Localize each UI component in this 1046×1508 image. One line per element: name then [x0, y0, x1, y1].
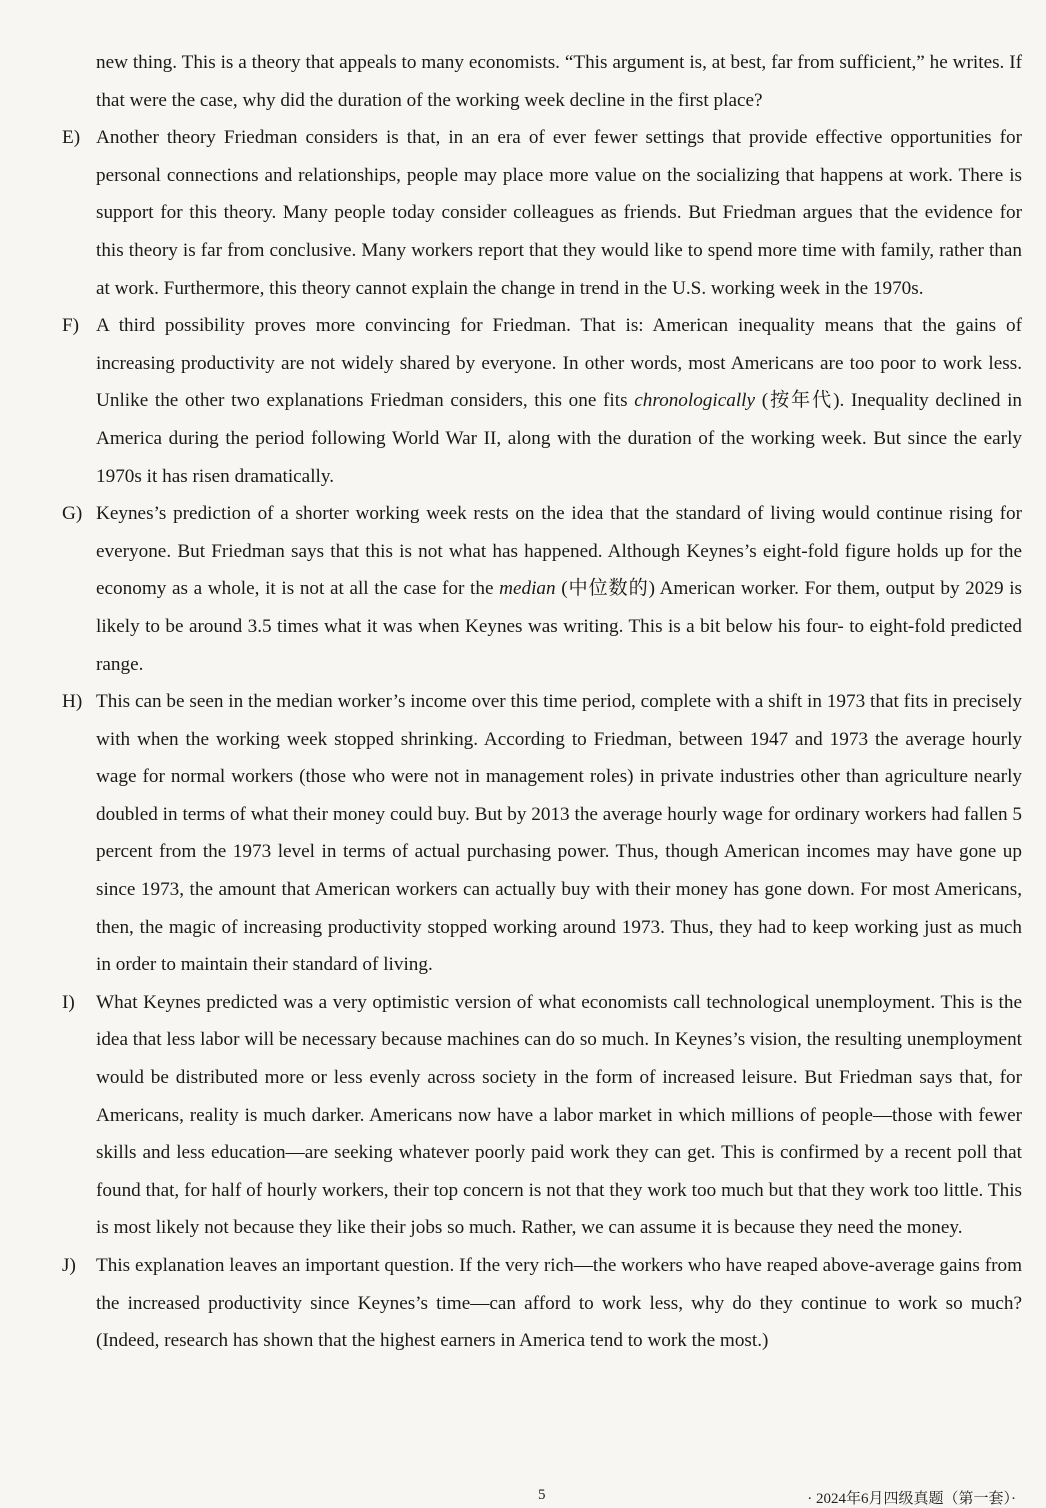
chinese-gloss: (中位数的) — [555, 578, 655, 600]
paragraph-e — [62, 119, 1022, 307]
paragraph-label: F) — [62, 315, 80, 337]
paragraph-text: What Keynes predicted was a very optimistic version of what economists call technological unemployment. This is the idea that less labor will be necessary because machines can do so much. In Keynes’s vision, the resulting unemployment would be distributed more or less evenly across society in the form of increased leisure. But Friedman says that, for Americans, reality is much darker. Americans now have a labor market in which millions of people—those with fewer skills and less education—are seeking whatever poorly paid work they can get. This is confirmed by a recent poll that found that, for half of hourly workers, their top concern is not that they work too much but that they work too little. This is most likely not because they like their jobs so much. Rather, we can assume it is because they need the money. — [96, 991, 1022, 1239]
continuation-paragraph — [62, 44, 1022, 119]
paragraph-label: E) — [62, 127, 81, 149]
paragraph-text: American worker. For them, output by 2029 is likely to be around 3.5 times what it was when Keynes was writing. This is a bit below his four- to eight-fold predicted range. — [96, 578, 1022, 675]
paragraph-text: new thing. This is a theory that appeals to many economists. “This argument is, at best, far from sufficient,” he writes. If that were the case, why did the duration of the working week decline in the first place? — [96, 52, 1022, 111]
paragraph-f — [62, 307, 1022, 495]
italic-term: median — [499, 578, 556, 600]
paragraph-text: Inequality declined in America during the period following World War II, along with the duration of the working week. But since the early 1970s it has risen dramatically. — [96, 390, 1023, 487]
paragraph-label: G) — [62, 503, 83, 525]
paragraph-label: H) — [62, 691, 83, 713]
page-footer — [0, 1487, 1046, 1507]
paragraph-text: This can be seen in the median worker’s income over this time period, complete with a shift in 1973 that fits in precisely with when the working week stopped shrinking. According to Friedman, between 1947 and 1973 the average hourly wage for normal workers (those who were not in management roles) in private industries other than agriculture nearly doubled in terms of what their money could buy. But by 2013 the average hourly wage for ordinary workers had fallen 5 percent from the 1973 level in terms of actual purchasing power. Thus, though American incomes may have gone up since 1973, the amount that American workers can actually buy with their money has gone down. For most Americans, then, the magic of increasing productivity stopped working around 1973. Thus, they had to keep working just as much in order to maintain their standard of living. — [96, 691, 1022, 976]
exam-title: · 2024年6月四级真题（第一套）· — [807, 1491, 1016, 1507]
paragraph-i — [62, 984, 1022, 1247]
paragraph-text: A third possibility proves more convincing for Friedman. That is: American inequality means that the gains of increasing productivity are not widely shared by everyone. In other words, most Americans are too poor to work less. Unlike the other two explanations Friedman considers, this one fits — [96, 315, 1022, 412]
paragraph-h — [62, 683, 1022, 984]
paragraph-text: This explanation leaves an important question. If the very rich—the workers who have reaped above-average gains from the increased productivity since Keynes’s time—can afford to work less, why do they continue to work so much? (Indeed, research has shown that the highest earners in America tend to work the most.) — [96, 1255, 1022, 1352]
paragraph-text: Another theory Friedman considers is that, in an era of ever fewer settings that provide effective opportunities for personal connections and relationships, people may place more value on the socializing that happens at work. There is support for this theory. Many people today consider colleagues as friends. But Friedman argues that the evidence for this theory is far from conclusive. Many workers report that they would like to spend more time with family, rather than at work. Furthermore, this theory cannot explain the change in trend in the U.S. working week in the 1970s. — [96, 127, 1022, 299]
paragraph-j — [62, 1247, 1022, 1360]
paragraph-text: Keynes’s prediction of a shorter working week rests on the idea that the standard of living would continue rising for everyone. But Friedman says that this is not what has happened. Although Keynes’s eight-fold figure holds up for the economy as a whole, it is not at all the case for the — [96, 503, 1022, 600]
paragraph-g — [62, 495, 1022, 683]
page-number: 5 — [538, 1487, 546, 1503]
chinese-gloss: (按年代). — [755, 390, 845, 412]
paragraph-label: J) — [62, 1255, 76, 1276]
paragraph-label: I) — [62, 991, 75, 1013]
italic-term: chronologically — [634, 390, 756, 412]
